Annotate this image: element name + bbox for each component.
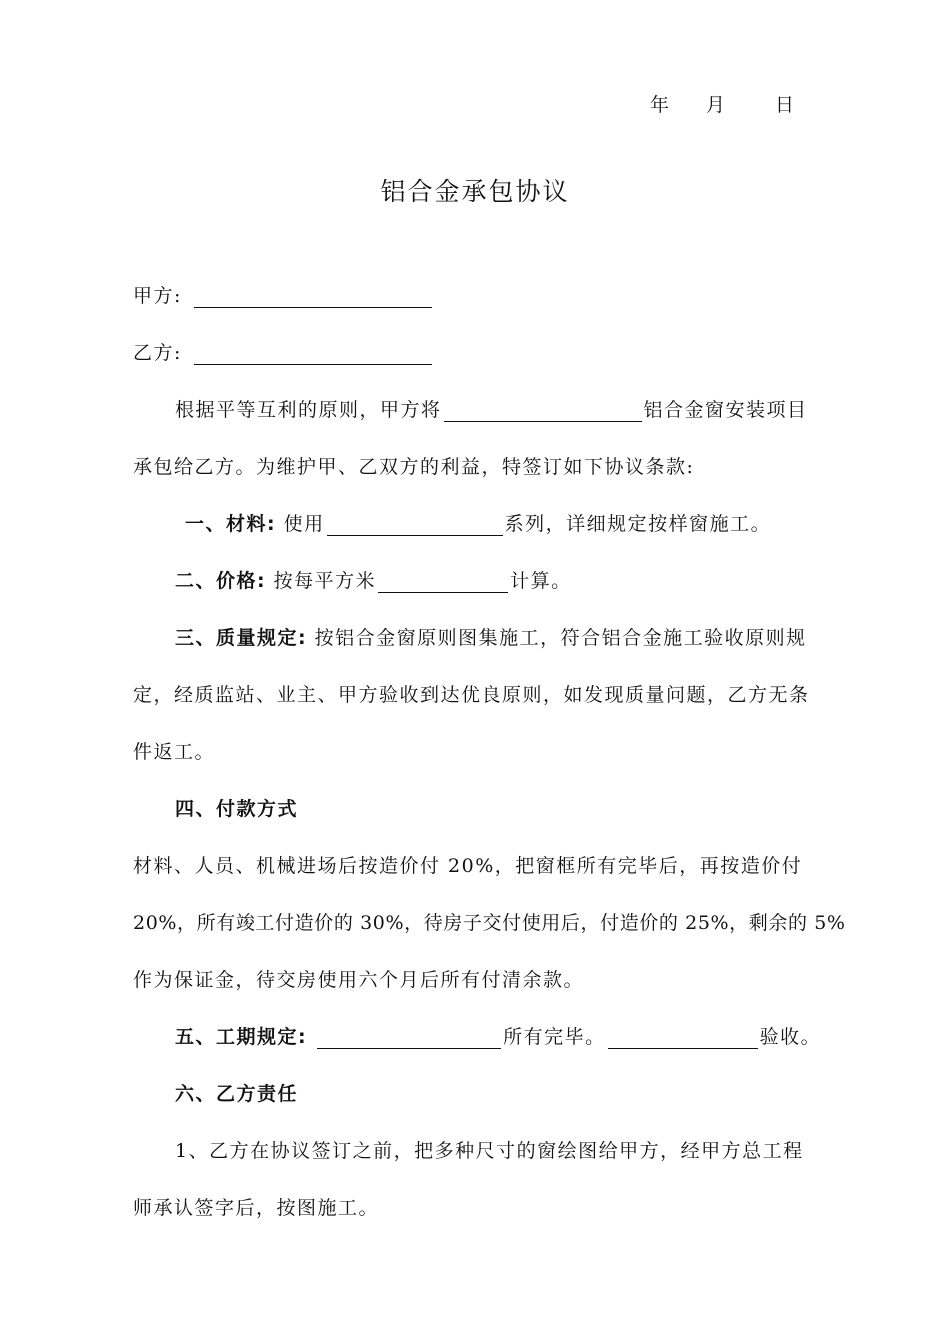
period-blank-2[interactable] <box>608 1026 758 1049</box>
section-2-suffix: 计算。 <box>510 570 572 592</box>
project-blank[interactable] <box>444 399 642 422</box>
section-5-suffix: 验收。 <box>759 1026 822 1048</box>
party-a-blank[interactable] <box>194 285 432 308</box>
date-year: 年 <box>650 94 670 116</box>
date-month: 月 <box>706 94 726 116</box>
party-b-label: 乙方: <box>133 342 182 364</box>
document-title: 铝合金承包协议 <box>380 177 570 206</box>
intro-prefix: 根据平等互利的原则，甲方将 <box>175 399 442 421</box>
section-6-heading-text: 六、乙方责任 <box>175 1083 299 1105</box>
section-6-heading <box>175 1082 298 1106</box>
section-3-text-1: 按铝合金窗原则图集施工，符合铝合金施工验收原则规 <box>314 627 807 649</box>
party-b-line <box>133 341 434 365</box>
section-3-heading: 三、质量规定: <box>175 627 308 649</box>
section-3-line-3: 件返工。 <box>133 741 216 763</box>
section-6-line-1: 1、乙方在协议签订之前，把多种尺寸的窗绘图给甲方，经甲方总工程 <box>175 1140 804 1162</box>
party-b-blank[interactable] <box>194 342 432 365</box>
series-blank[interactable] <box>327 513 503 536</box>
section-2-heading: 二、价格: <box>175 570 267 592</box>
section-1-prefix: 使用 <box>283 513 325 535</box>
section-1-heading: 一、材料: <box>185 513 277 535</box>
section-5 <box>175 1025 821 1049</box>
section-4-heading-text: 四、付款方式 <box>175 798 299 820</box>
section-4-line-2: 20%，所有竣工付造价的 30%，待房子交付使用后，付造价的 25%，剩余的 5% <box>133 912 846 934</box>
intro-suffix: 铝合金窗安装项目 <box>643 399 808 421</box>
party-a-line <box>133 284 434 308</box>
party-a-label: 甲方: <box>133 285 182 307</box>
section-6-line-2: 师承认签字后，按图施工。 <box>133 1197 380 1219</box>
period-blank-1[interactable] <box>317 1026 501 1049</box>
intro-line-2: 承包给乙方。为维护甲、乙双方的利益，特签订如下协议条款: <box>133 456 695 478</box>
price-blank[interactable] <box>378 570 508 593</box>
section-4-line-1: 材料、人员、机械进场后按造价付 20%，把窗框所有完毕后，再按造价付 <box>133 855 803 877</box>
section-1-suffix: 系列，详细规定按样窗施工。 <box>504 513 772 535</box>
section-2-prefix: 按每平方米 <box>273 570 377 592</box>
section-5-heading: 五、工期规定: <box>175 1026 308 1048</box>
section-1 <box>185 512 771 536</box>
section-3-line-2: 定，经质监站、业主、甲方验收到达优良原则，如发现质量问题，乙方无条 <box>133 684 810 706</box>
intro-line-1 <box>175 398 808 422</box>
section-4-heading <box>175 797 298 821</box>
date-day: 日 <box>775 94 795 116</box>
section-3-line-1 <box>175 626 807 650</box>
section-2 <box>175 569 572 593</box>
section-5-mid: 所有完毕。 <box>503 1026 606 1048</box>
section-4-line-3: 作为保证金，待交房使用六个月后所有付清余款。 <box>133 969 585 991</box>
